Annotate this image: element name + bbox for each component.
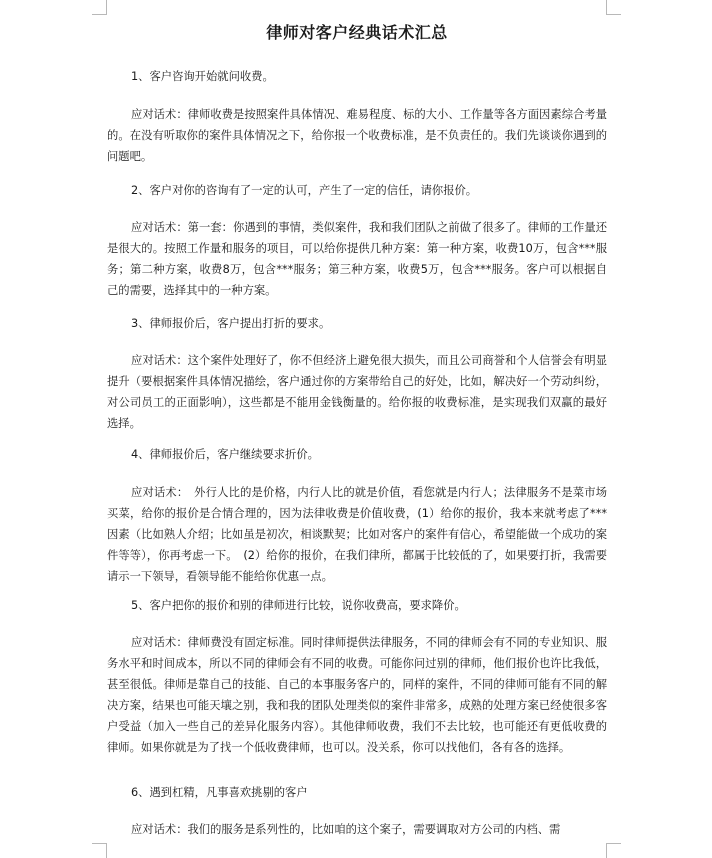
answer-paragraph-5: 应对话术：律师费没有固定标准。同时律师提供法律服务，不同的律师会有不同的专业知识、服务水平和时间成本，所以不同的律师会有不同的收费。可能你问过别的律师，他们报价也许比我低，甚至很低。律师是靠自己的技能、自己的本事服务客户的，同样的案件，不同的律师可能有不同的解决方案，结果也可能天壤之别，我和我的团队处理类似的案件非常多，成熟的处理方案已经使很多客户受益（加入一些自己的差异化服务内容）。其他律师收费，我们不去比较，也可能还有更低收费的律师。如果你就是为了找一个低收费律师，也可以。没关系，你可以找他们，各有各的选择。 (107, 636, 607, 754)
document-title: 律师对客户经典话术汇总 (266, 23, 448, 42)
page-corner-mark-top-left (92, 0, 107, 15)
answer-paragraph-3: 应对话术：这个案件处理好了，你不但经济上避免很大损失，而且公司商誉和个人信誉会有明显提升（要根据案件具体情况描绘，客户通过你的方案带给自己的好处，比如，解决好一个劳动纠纷，对公司员工的正面影响），这些都是不能用金钱衡量的。给你报的收费标准，是实现我们双赢的最好选择。 (107, 354, 607, 430)
answer-paragraph-6: 应对话术：我们的服务是系列性的，比如咱的这个案子，需要调取对方公司的内档、需 (131, 823, 561, 836)
question-heading-3: 3、律师报价后，客户提出打折的要求。 (131, 317, 331, 330)
question-heading-1: 1、客户咨询开始就问收费。 (131, 70, 274, 83)
question-heading-6: 6、遇到杠精，凡事喜欢挑剔的客户 (131, 786, 308, 799)
question-heading-5: 5、客户把你的报价和别的律师进行比较，说你收费高，要求降价。 (131, 599, 466, 612)
question-heading-2: 2、客户对你的咨询有了一定的认可，产生了一定的信任，请你报价。 (131, 184, 478, 197)
question-heading-4: 4、律师报价后，客户继续要求折价。 (131, 448, 319, 461)
answer-paragraph-1: 应对话术：律师收费是按照案件具体情况、难易程度、标的大小、工作量等各方面因素综合考量的。在没有听取你的案件具体情况之下，给你报一个收费标准，是不负责任的。我们先谈谈你遇到的问题吧。 (107, 108, 607, 163)
answer-paragraph-4: 应对话术： 外行人比的是价格，内行人比的就是价值，看您就是内行人；法律服务不是菜市场买菜，给你的报价是合情合理的，因为法律收费是价值收费，(1）给你的报价，我本来就考虑了***因素（比如熟人介绍；比如虽是初次，相谈默契；比如对客户的案件有信心，希望能做一个成功的案件等等），你再考虑一下。 (2）给你的报价，在我们律所，都属于比较低的了，如果要打折，我需要请示一下领导，看领导能不能给你优惠一点。 (107, 486, 607, 583)
page-corner-mark-bottom-left (92, 843, 107, 858)
page-corner-mark-top-right (606, 0, 621, 15)
page-corner-mark-bottom-right (606, 843, 621, 858)
answer-paragraph-2: 应对话术：第一套：你遇到的事情，类似案件，我和我们团队之前做了很多了。律师的工作量还是很大的。按照工作量和服务的项目，可以给你提供几种方案：第一种方案，收费10万，包含***服务；第二种方案，收费8万，包含***服务；第三种方案，收费5万，包含***服务。客户可以根据自己的需要，选择其中的一种方案。 (107, 221, 607, 297)
